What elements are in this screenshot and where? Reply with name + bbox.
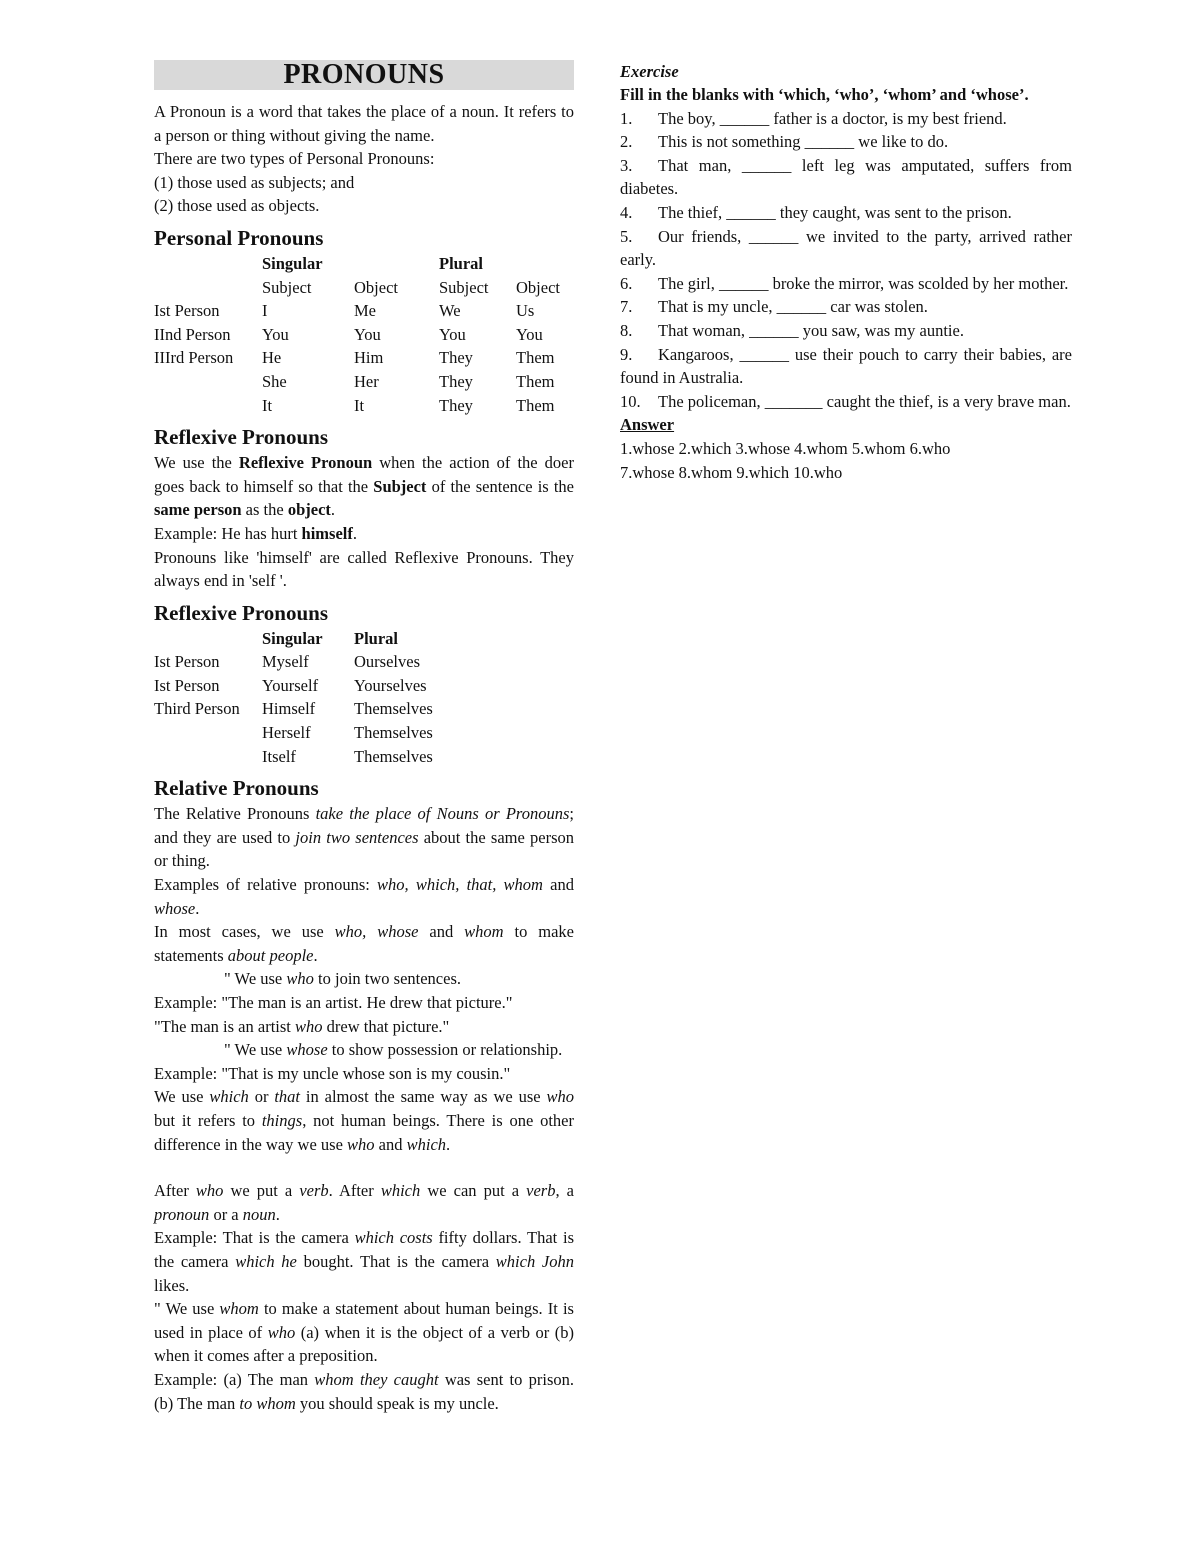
- bold-term: Subject: [373, 476, 427, 496]
- table-cell: Us: [516, 301, 535, 321]
- text-run: but it refers to: [154, 1110, 262, 1130]
- exercise-instruction: Fill in the blanks with ‘which, ‘who’, ‘whom’ and ‘whose’.: [620, 85, 1029, 104]
- text-run: to show possession or relationship.: [327, 1040, 563, 1060]
- reflexive-note: Pronouns like 'himself' are called Reflexive Pronouns. They always end in 'self '.: [154, 547, 574, 591]
- relative-whom-example: [154, 1368, 574, 1415]
- person-label: [154, 394, 262, 418]
- text-run: " We use: [224, 1040, 287, 1060]
- text-run: , a: [555, 1181, 574, 1201]
- text-run: was sent to prison. (b) The man: [154, 1369, 574, 1413]
- text-run: .: [275, 1204, 280, 1224]
- bold-term: Reflexive Pronoun: [238, 453, 373, 473]
- exercise-item: [620, 225, 1072, 272]
- table-cell: He: [262, 348, 282, 368]
- text-run: "The man is an artist: [154, 1016, 295, 1036]
- text-run: The Relative Pronouns: [154, 804, 316, 824]
- item-text: Our friends, ______ we invited to the party, arrived rather early.: [620, 226, 1072, 270]
- table-cell: Themselves: [354, 746, 433, 766]
- italic-term: which John: [495, 1251, 574, 1271]
- table-cell: Herself: [262, 723, 311, 743]
- item-text: The thief, ______ they caught, was sent to the prison.: [658, 202, 1012, 222]
- italic-term: who: [347, 1134, 375, 1154]
- person-label: Ist Person: [154, 675, 220, 695]
- item-number: 3.: [620, 155, 633, 175]
- italic-term: whose: [286, 1040, 328, 1060]
- person-label: Ist Person: [154, 301, 220, 321]
- relative-example: Example: "That is my uncle whose son is my cousin.": [154, 1063, 511, 1083]
- answer-heading: Answer: [620, 415, 675, 435]
- text-run: In most cases, we use: [154, 922, 335, 942]
- intro-line: There are two types of Personal Pronouns:: [154, 149, 435, 169]
- person-label: Ist Person: [154, 652, 220, 672]
- table-row: [154, 650, 433, 674]
- text-run: or a: [209, 1204, 243, 1224]
- table-cell: Them: [516, 371, 555, 391]
- table-subheader-row: [154, 276, 560, 300]
- italic-term: about people: [227, 945, 314, 965]
- item-number: 1.: [620, 108, 633, 128]
- table-header-row: [154, 627, 433, 651]
- table-cell: I: [262, 301, 268, 321]
- table-cell: They: [439, 395, 473, 415]
- exercise-item: [620, 130, 1072, 154]
- reflexive-example: [154, 522, 574, 546]
- item-number: 8.: [620, 320, 633, 340]
- italic-term: join two sentences: [295, 827, 419, 847]
- section-heading-personal: Personal Pronouns: [154, 225, 324, 250]
- bold-term: object: [287, 500, 331, 520]
- person-label: [154, 745, 262, 769]
- exercise-item: [620, 154, 1072, 201]
- text-run: and: [374, 1134, 407, 1154]
- exercise-item: [620, 201, 1072, 225]
- text-run: .: [313, 945, 318, 965]
- exercise-item: [620, 107, 1072, 131]
- table-row: [154, 323, 560, 347]
- table-cell: They: [439, 371, 473, 391]
- item-number: 7.: [620, 297, 633, 317]
- table-cell: Them: [516, 348, 555, 368]
- italic-term: take the place of Nouns or Pronouns: [315, 804, 570, 824]
- italic-term: which: [406, 1134, 447, 1154]
- italic-term: that: [274, 1087, 301, 1107]
- text-run: to join two sentences.: [313, 969, 462, 989]
- item-text: The boy, ______ father is a doctor, is my best friend.: [658, 108, 1007, 128]
- text-run: bought. That is the camera: [296, 1251, 496, 1271]
- text-run: , not human beings. There is one other difference in the way we use: [154, 1110, 574, 1154]
- italic-term: things: [261, 1110, 303, 1130]
- table-row: [154, 674, 433, 698]
- exercise-item: [620, 272, 1072, 296]
- italic-term: whose: [154, 898, 196, 918]
- text-run: Examples of relative pronouns:: [154, 875, 378, 895]
- table-cell: Yourselves: [354, 675, 427, 695]
- exercise-item: [620, 295, 1072, 319]
- personal-pronouns-table: [154, 252, 560, 417]
- table-cell: Themselves: [354, 699, 433, 719]
- italic-term: verb: [299, 1181, 329, 1201]
- table-cell: Yourself: [262, 675, 319, 695]
- italic-term: who: [546, 1087, 574, 1107]
- relative-example: [154, 1015, 574, 1039]
- relative-example: Example: "The man is an artist. He drew that picture.": [154, 993, 513, 1012]
- item-number: 5.: [620, 226, 633, 246]
- bold-term: himself: [301, 523, 353, 543]
- text-run: (a) when it is the object of a verb or (b) when it comes after a preposition.: [154, 1322, 574, 1366]
- table-cell: Themselves: [354, 723, 433, 743]
- table-cell: Them: [516, 395, 555, 415]
- column-header: Plural: [354, 628, 398, 648]
- table-cell: You: [262, 324, 289, 344]
- text-run: as the: [241, 500, 288, 520]
- italic-term: who: [286, 969, 314, 989]
- table-cell: Ourselves: [354, 652, 420, 672]
- text-run: about the same person or thing.: [154, 827, 574, 871]
- table-cell: Him: [354, 348, 384, 368]
- text-run: . After: [328, 1181, 381, 1201]
- reflexive-pronouns-table: [154, 627, 433, 769]
- table-header-row: [154, 252, 560, 276]
- relative-usage: [154, 920, 574, 967]
- sub-header: Object: [516, 277, 560, 297]
- item-number: 2.: [620, 132, 633, 152]
- item-text: That is my uncle, ______ car was stolen.: [658, 297, 928, 317]
- table-cell: Himself: [262, 699, 316, 719]
- text-run: .: [195, 898, 200, 918]
- relative-bullet-whose: [154, 1038, 574, 1062]
- reflexive-definition: [154, 451, 574, 522]
- italic-term: who, whose: [334, 922, 419, 942]
- italic-term: verb: [526, 1181, 556, 1201]
- exercise-item: [620, 319, 1072, 343]
- intro-line: (2) those used as objects.: [154, 196, 320, 216]
- column-header: Singular: [262, 628, 323, 648]
- text-run: we can put a: [420, 1181, 527, 1201]
- table-cell: We: [439, 301, 461, 321]
- text-run: We use the: [154, 453, 239, 473]
- text-run: and: [418, 922, 465, 942]
- text-run: when the action of the doer goes back to himself so that the: [154, 453, 574, 496]
- left-column: [154, 60, 574, 1415]
- section-heading-relative: Relative Pronouns: [154, 776, 319, 801]
- italic-term: pronoun: [154, 1204, 210, 1224]
- text-run: in almost the same way as we use: [300, 1087, 547, 1107]
- italic-term: to whom: [239, 1393, 296, 1413]
- relative-after-who: [154, 1179, 574, 1226]
- italic-term: whom: [219, 1299, 259, 1319]
- text-run: Example: He has hurt: [154, 523, 302, 543]
- text-run: we put a: [223, 1181, 300, 1201]
- item-text: This is not something ______ we like to do.: [658, 132, 949, 152]
- italic-term: which costs: [354, 1228, 433, 1248]
- italic-term: which: [209, 1087, 249, 1107]
- item-number: 10.: [620, 391, 641, 411]
- text-run: ; and they are used to: [154, 804, 574, 847]
- text-run: to make statements: [154, 922, 574, 965]
- text-run: or: [248, 1087, 275, 1107]
- text-run: " We use: [154, 1299, 220, 1319]
- text-run: fifty dollars. That is the camera: [154, 1228, 574, 1271]
- bold-term: same person: [154, 500, 242, 520]
- sub-header: Object: [354, 277, 398, 297]
- italic-term: who: [195, 1181, 224, 1201]
- table-row: [154, 721, 433, 745]
- text-run: We use: [154, 1087, 210, 1107]
- text-run: .: [330, 500, 336, 520]
- table-cell: Itself: [262, 746, 296, 766]
- item-text: The girl, ______ broke the mirror, was scolded by her mother.: [658, 273, 1069, 293]
- table-cell: She: [262, 371, 287, 391]
- intro-line: (1) those used as subjects; and: [154, 172, 355, 192]
- page-title: PRONOUNS: [154, 60, 574, 90]
- italic-term: whom they caught: [314, 1369, 439, 1389]
- group-header: Singular: [262, 253, 323, 273]
- exercise-item: [620, 390, 1072, 414]
- section-heading-reflexive: Reflexive Pronouns: [154, 425, 329, 450]
- person-label: [154, 370, 262, 394]
- table-row: [154, 745, 433, 769]
- text-run: Example: (a) The man: [154, 1369, 315, 1389]
- text-run: you should speak is my uncle.: [295, 1393, 499, 1413]
- relative-which-that: [154, 1085, 574, 1156]
- sub-header: Subject: [439, 277, 489, 297]
- table-cell: They: [439, 348, 473, 368]
- table-cell: It: [354, 395, 365, 415]
- text-run: and: [542, 875, 574, 895]
- table-cell: Her: [354, 371, 379, 391]
- item-text: That woman, ______ you saw, was my auntie.: [658, 320, 964, 340]
- sub-header: Subject: [262, 277, 312, 297]
- item-number: 4.: [620, 202, 633, 222]
- italic-term: which he: [235, 1251, 297, 1271]
- person-label: IIIrd Person: [154, 348, 234, 368]
- exercise-item: [620, 343, 1072, 390]
- text-run: of the sentence is the: [426, 476, 574, 496]
- relative-bullet-who: [154, 967, 574, 991]
- item-text: Kangaroos, ______ use their pouch to carry their babies, are found in Australia.: [620, 344, 1072, 388]
- answer-line: 7.whose 8.whom 9.which 10.who: [620, 462, 843, 482]
- table-cell: Me: [354, 301, 376, 321]
- table-cell: Myself: [262, 652, 309, 672]
- table-row: [154, 370, 560, 394]
- text-run: likes.: [154, 1275, 190, 1295]
- table-row: [154, 346, 560, 370]
- italic-term: who: [295, 1016, 323, 1036]
- italic-term: which: [380, 1181, 421, 1201]
- table-cell: You: [516, 324, 543, 344]
- italic-term: whom: [464, 922, 504, 942]
- exercise-title: Exercise: [620, 62, 679, 81]
- text-run: to make a statement about human beings. It is used in place of: [154, 1299, 574, 1342]
- answer-line: 1.whose 2.which 3.whose 4.whom 5.whom 6.who: [620, 438, 951, 458]
- text-run: .: [446, 1134, 451, 1154]
- text-run: .: [352, 523, 358, 543]
- item-number: 9.: [620, 344, 633, 364]
- relative-camera-example: [154, 1226, 574, 1297]
- text-run: drew that picture.": [322, 1016, 450, 1036]
- text-run: After: [154, 1181, 196, 1201]
- table-row: [154, 394, 560, 418]
- relative-bullet-whom: [154, 1297, 574, 1368]
- table-row: [154, 697, 433, 721]
- text-run: " We use: [224, 969, 287, 989]
- italic-term: who: [267, 1322, 296, 1342]
- table-cell: You: [439, 324, 466, 344]
- person-label: [154, 721, 262, 745]
- table-row: [154, 299, 560, 323]
- item-text: That man, ______ left leg was amputated, suffers from diabetes.: [620, 155, 1072, 199]
- person-label: IInd Person: [154, 324, 231, 344]
- intro-paragraph: A Pronoun is a word that takes the place of a noun. It refers to a person or thing without giving the name.: [154, 102, 574, 145]
- italic-term: who, which, that, whom: [377, 875, 543, 895]
- group-header: Plural: [439, 253, 483, 273]
- relative-definition: [154, 802, 574, 873]
- italic-term: noun: [242, 1204, 276, 1224]
- text-run: Example: That is the camera: [154, 1228, 355, 1248]
- item-text: The policeman, _______ caught the thief, is a very brave man.: [658, 391, 1071, 411]
- person-label: Third Person: [154, 699, 240, 719]
- relative-examples: [154, 873, 574, 920]
- table-cell: You: [354, 324, 381, 344]
- right-column: [620, 60, 1072, 484]
- table-cell: It: [262, 395, 273, 415]
- item-number: 6.: [620, 273, 633, 293]
- section-heading-reflexive-table: Reflexive Pronouns: [154, 600, 329, 625]
